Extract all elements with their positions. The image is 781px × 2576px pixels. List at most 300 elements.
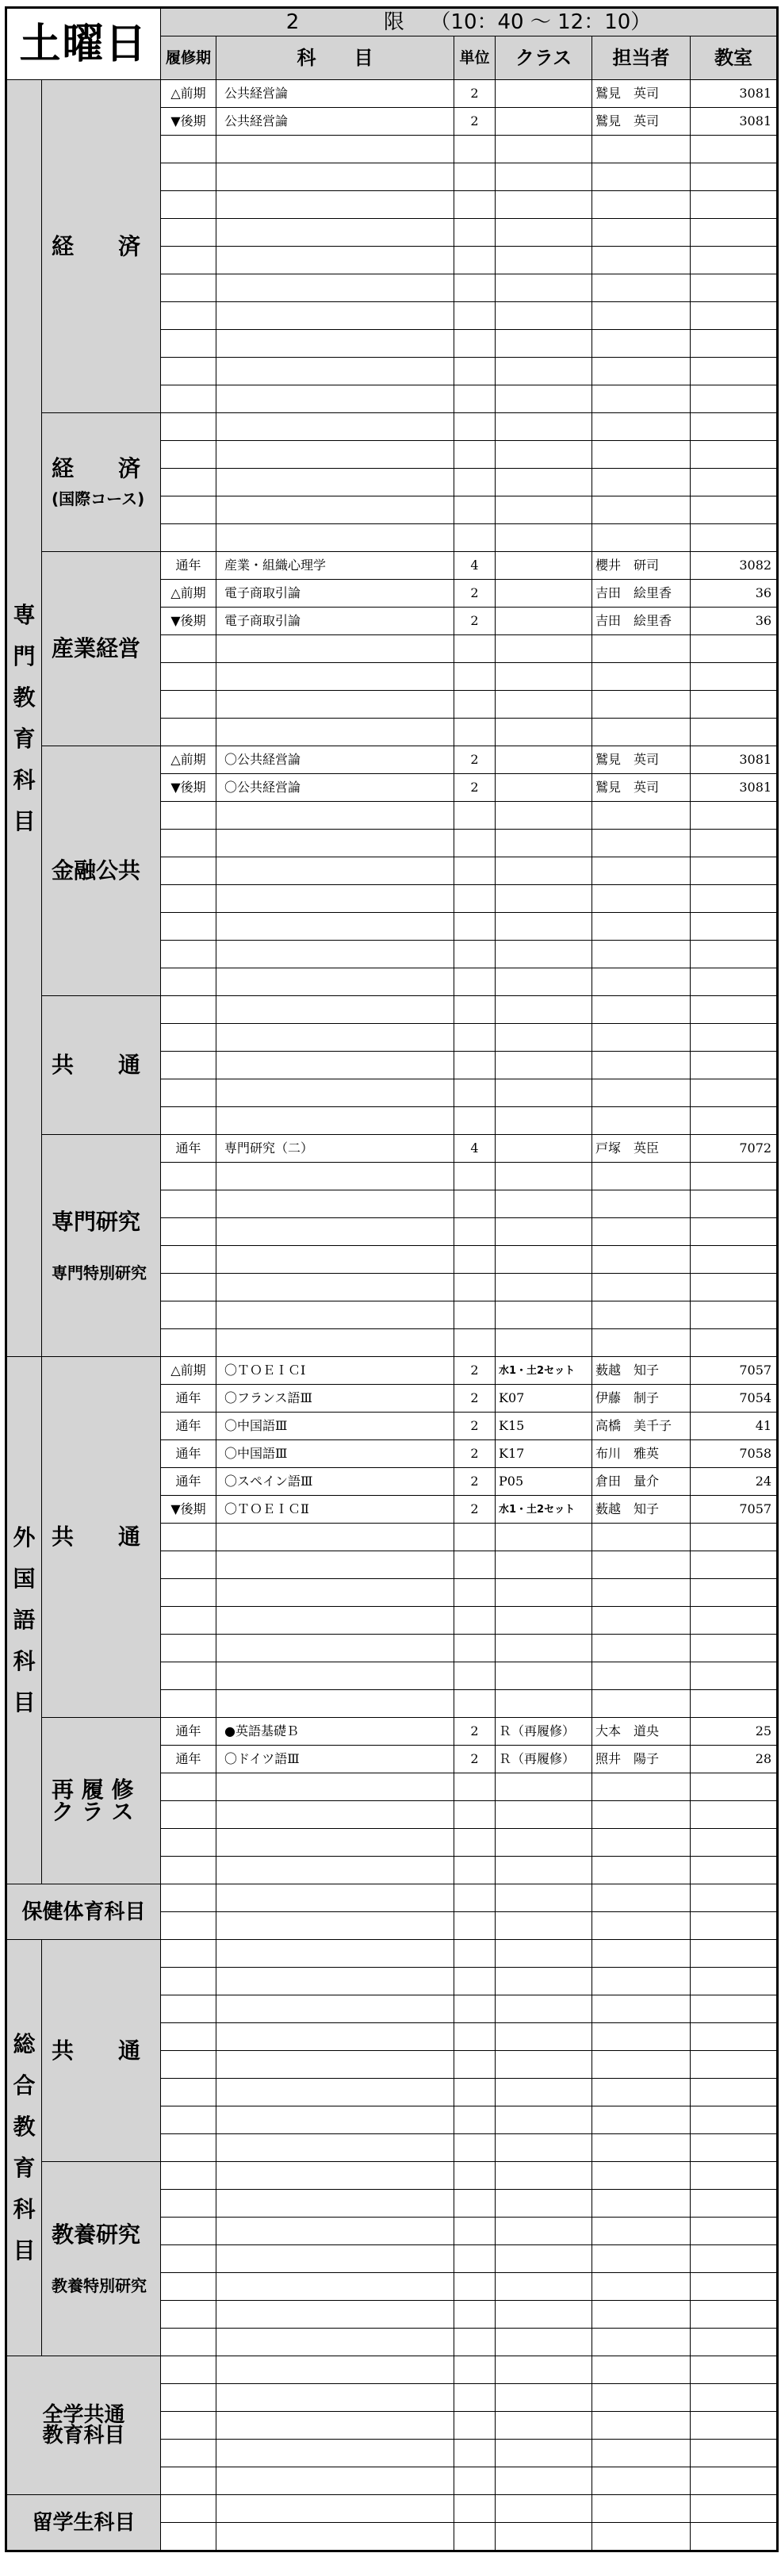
- subject-cell: [216, 1163, 454, 1190]
- teacher-cell: [592, 1190, 691, 1218]
- teacher-cell: 布川 雅英: [592, 1440, 691, 1468]
- teacher-cell: [592, 968, 691, 996]
- group-char: 科: [13, 766, 36, 793]
- unit-cell: 2: [454, 1468, 496, 1496]
- term-cell: [161, 1857, 216, 1884]
- term-cell: [161, 2218, 216, 2245]
- col-subject: 科 目: [216, 36, 454, 80]
- subject-cell: [216, 2079, 454, 2106]
- teacher-cell: [592, 524, 691, 552]
- subject-cell: [216, 1773, 454, 1801]
- class-cell: [496, 1551, 592, 1579]
- term-cell: [161, 1579, 216, 1607]
- term-cell: [161, 719, 216, 746]
- unit-cell: [454, 941, 496, 968]
- col-unit: 単位: [454, 36, 496, 80]
- class-cell: [496, 2495, 592, 2523]
- term-cell: △前期: [161, 1357, 216, 1385]
- teacher-cell: [592, 1773, 691, 1801]
- teacher-cell: [592, 1884, 691, 1912]
- room-cell: [691, 2329, 778, 2356]
- term-cell: [161, 1968, 216, 1995]
- term-cell: [161, 385, 216, 413]
- room-cell: [691, 1218, 778, 1246]
- group-char: 専: [13, 601, 36, 628]
- class-cell: [496, 2079, 592, 2106]
- class-cell: [496, 941, 592, 968]
- unit-cell: [454, 2412, 496, 2440]
- category-label: [42, 996, 161, 1135]
- term-cell: ▼後期: [161, 774, 216, 802]
- term-cell: [161, 1662, 216, 1690]
- room-cell: 25: [691, 1718, 778, 1746]
- term-cell: [161, 2162, 216, 2190]
- room-cell: [691, 1301, 778, 1329]
- term-cell: [161, 2523, 216, 2551]
- subject-cell: 電子商取引論: [216, 608, 454, 635]
- teacher-cell: [592, 2329, 691, 2356]
- unit-cell: [454, 830, 496, 857]
- subject-cell: [216, 2523, 454, 2551]
- room-cell: 7057: [691, 1496, 778, 1524]
- unit-cell: [454, 524, 496, 552]
- class-cell: [496, 219, 592, 247]
- class-cell: 水1・土2セット: [496, 1357, 592, 1385]
- unit-cell: [454, 1995, 496, 2023]
- class-cell: [496, 1246, 592, 1274]
- term-cell: [161, 330, 216, 358]
- room-cell: 3082: [691, 552, 778, 580]
- unit-cell: 4: [454, 552, 496, 580]
- subject-cell: [216, 2440, 454, 2467]
- room-cell: [691, 691, 778, 719]
- group-char: 門: [13, 642, 36, 669]
- group-char: 目: [13, 2237, 36, 2264]
- table-row: [6, 1357, 778, 1385]
- room-cell: 7058: [691, 1440, 778, 1468]
- room-cell: [691, 663, 778, 691]
- term-cell: [161, 2023, 216, 2051]
- teacher-cell: [592, 2079, 691, 2106]
- term-cell: [161, 1940, 216, 1968]
- subject-cell: [216, 2356, 454, 2384]
- unit-cell: [454, 2329, 496, 2356]
- teacher-cell: [592, 1690, 691, 1718]
- subject-cell: [216, 2106, 454, 2134]
- unit-cell: 4: [454, 1135, 496, 1163]
- day-title: 土曜日: [6, 8, 161, 80]
- unit-cell: [454, 2106, 496, 2134]
- table-row: [6, 1718, 778, 1746]
- class-cell: [496, 358, 592, 385]
- subject-cell: 電子商取引論: [216, 580, 454, 608]
- subject-cell: [216, 802, 454, 830]
- col-teacher: 担当者: [592, 36, 691, 80]
- unit-cell: [454, 1052, 496, 1079]
- unit-cell: [454, 968, 496, 996]
- teacher-cell: [592, 1246, 691, 1274]
- unit-cell: [454, 1607, 496, 1635]
- unit-cell: [454, 2384, 496, 2412]
- room-cell: [691, 2162, 778, 2190]
- unit-cell: [454, 1884, 496, 1912]
- category-name: 経 済: [52, 232, 141, 259]
- subject-cell: [216, 1690, 454, 1718]
- teacher-cell: [592, 1218, 691, 1246]
- category-label: [42, 2162, 161, 2356]
- unit-cell: [454, 1940, 496, 1968]
- unit-cell: [454, 996, 496, 1024]
- room-cell: 3081: [691, 774, 778, 802]
- subject-cell: [216, 1940, 454, 1968]
- term-cell: [161, 1801, 216, 1829]
- term-cell: [161, 2384, 216, 2412]
- teacher-cell: [592, 857, 691, 885]
- teacher-cell: [592, 663, 691, 691]
- category-name: 金融公共: [52, 857, 141, 884]
- room-cell: [691, 1246, 778, 1274]
- category-name: 共 通: [52, 1524, 141, 1550]
- teacher-cell: [592, 469, 691, 496]
- unit-cell: [454, 191, 496, 219]
- class-cell: [496, 913, 592, 941]
- room-cell: [691, 524, 778, 552]
- subject-cell: [216, 1635, 454, 1662]
- unit-cell: 2: [454, 1496, 496, 1524]
- teacher-cell: [592, 496, 691, 524]
- subject-cell: [216, 1829, 454, 1857]
- unit-cell: 2: [454, 746, 496, 774]
- teacher-cell: [592, 1635, 691, 1662]
- class-cell: [496, 247, 592, 274]
- unit-cell: [454, 2523, 496, 2551]
- term-cell: [161, 1829, 216, 1857]
- class-cell: [496, 441, 592, 469]
- subject-cell: [216, 524, 454, 552]
- subject-cell: [216, 1246, 454, 1274]
- subject-cell: [216, 219, 454, 247]
- term-cell: ▼後期: [161, 108, 216, 136]
- room-cell: 28: [691, 1746, 778, 1773]
- term-cell: [161, 1107, 216, 1135]
- teacher-cell: [592, 830, 691, 857]
- room-cell: [691, 1079, 778, 1107]
- teacher-cell: [592, 1274, 691, 1301]
- room-cell: [691, 1190, 778, 1218]
- class-cell: [496, 1524, 592, 1551]
- class-cell: [496, 1329, 592, 1357]
- term-cell: [161, 2440, 216, 2467]
- class-cell: [496, 1662, 592, 1690]
- term-cell: [161, 163, 216, 191]
- unit-cell: [454, 857, 496, 885]
- category-name: 再 履 修 ク ラ ス: [52, 1776, 134, 1825]
- term-cell: [161, 857, 216, 885]
- term-cell: [161, 1635, 216, 1662]
- subject-cell: [216, 274, 454, 302]
- teacher-cell: [592, 2162, 691, 2190]
- teacher-cell: 吉田 絵里香: [592, 580, 691, 608]
- class-cell: [496, 885, 592, 913]
- class-cell: [496, 330, 592, 358]
- term-cell: [161, 1607, 216, 1635]
- room-cell: [691, 2495, 778, 2523]
- col-room: 教室: [691, 36, 778, 80]
- term-cell: [161, 413, 216, 441]
- class-cell: [496, 746, 592, 774]
- subject-cell: [216, 1052, 454, 1079]
- teacher-cell: [592, 358, 691, 385]
- category-name: 経 済: [52, 455, 141, 481]
- room-cell: [691, 1995, 778, 2023]
- subject-cell: [216, 330, 454, 358]
- term-cell: [161, 219, 216, 247]
- category-sub: (国際コース): [52, 489, 145, 508]
- class-cell: [496, 2190, 592, 2218]
- unit-cell: [454, 469, 496, 496]
- room-cell: [691, 358, 778, 385]
- room-cell: [691, 1024, 778, 1052]
- subject-cell: [216, 2245, 454, 2273]
- unit-cell: 2: [454, 1718, 496, 1746]
- subject-cell: [216, 663, 454, 691]
- unit-cell: [454, 2495, 496, 2523]
- group-char: 育: [13, 2155, 36, 2181]
- unit-cell: [454, 1801, 496, 1829]
- teacher-cell: [592, 2245, 691, 2273]
- class-cell: [496, 1218, 592, 1246]
- category-label: [42, 552, 161, 746]
- class-cell: [496, 552, 592, 580]
- class-cell: Ｒ（再履修）: [496, 1746, 592, 1773]
- subject-cell: 〇中国語Ⅲ: [216, 1413, 454, 1440]
- subject-cell: [216, 1190, 454, 1218]
- term-cell: [161, 1052, 216, 1079]
- unit-cell: [454, 2356, 496, 2384]
- term-cell: [161, 635, 216, 663]
- subject-cell: [216, 385, 454, 413]
- teacher-cell: [592, 913, 691, 941]
- teacher-cell: 鷲見 英司: [592, 80, 691, 108]
- teacher-cell: [592, 1607, 691, 1635]
- room-cell: [691, 857, 778, 885]
- subject-cell: [216, 691, 454, 719]
- group-char: 科: [13, 1648, 36, 1674]
- room-cell: 7054: [691, 1385, 778, 1413]
- room-cell: [691, 191, 778, 219]
- class-cell: [496, 635, 592, 663]
- term-cell: [161, 2412, 216, 2440]
- teacher-cell: [592, 1912, 691, 1940]
- subject-cell: [216, 1579, 454, 1607]
- teacher-cell: [592, 2051, 691, 2079]
- class-cell: [496, 1301, 592, 1329]
- room-cell: 36: [691, 608, 778, 635]
- room-cell: [691, 330, 778, 358]
- class-cell: [496, 413, 592, 441]
- unit-cell: [454, 413, 496, 441]
- teacher-cell: [592, 1801, 691, 1829]
- subject-cell: [216, 1274, 454, 1301]
- unit-cell: [454, 1968, 496, 1995]
- teacher-cell: 高橋 美千子: [592, 1413, 691, 1440]
- class-cell: [496, 1274, 592, 1301]
- term-cell: [161, 1218, 216, 1246]
- subject-cell: 〇中国語Ⅲ: [216, 1440, 454, 1468]
- room-cell: [691, 219, 778, 247]
- subject-cell: 専門研究（二）: [216, 1135, 454, 1163]
- room-cell: [691, 2134, 778, 2162]
- room-cell: [691, 413, 778, 441]
- term-cell: [161, 1079, 216, 1107]
- category-label: [42, 80, 161, 413]
- class-cell: [496, 996, 592, 1024]
- term-cell: △前期: [161, 580, 216, 608]
- room-cell: [691, 2079, 778, 2106]
- room-cell: [691, 1829, 778, 1857]
- term-cell: [161, 2245, 216, 2273]
- category-name: 専門研究: [52, 1208, 141, 1235]
- teacher-cell: [592, 2190, 691, 2218]
- class-cell: [496, 1884, 592, 1912]
- room-cell: [691, 2190, 778, 2218]
- table-row: [6, 80, 778, 108]
- term-cell: [161, 2495, 216, 2523]
- room-cell: [691, 830, 778, 857]
- subject-cell: [216, 635, 454, 663]
- term-cell: [161, 302, 216, 330]
- unit-cell: [454, 163, 496, 191]
- teacher-cell: 吉田 絵里香: [592, 608, 691, 635]
- subject-cell: 〇公共経営論: [216, 774, 454, 802]
- term-cell: [161, 2106, 216, 2134]
- subject-cell: [216, 469, 454, 496]
- period-time: （10：40 ～ 12：10）: [430, 10, 652, 34]
- class-cell: [496, 108, 592, 136]
- room-cell: [691, 163, 778, 191]
- class-cell: [496, 1995, 592, 2023]
- term-cell: [161, 274, 216, 302]
- class-cell: [496, 136, 592, 163]
- unit-cell: [454, 330, 496, 358]
- unit-cell: [454, 2218, 496, 2245]
- term-cell: [161, 968, 216, 996]
- unit-cell: [454, 1024, 496, 1052]
- class-cell: [496, 2523, 592, 2551]
- class-cell: [496, 1829, 592, 1857]
- subject-cell: [216, 830, 454, 857]
- subject-cell: ●英語基礎Ｂ: [216, 1718, 454, 1746]
- room-cell: [691, 885, 778, 913]
- term-cell: [161, 885, 216, 913]
- room-cell: [691, 385, 778, 413]
- room-cell: 24: [691, 1468, 778, 1496]
- unit-cell: [454, 247, 496, 274]
- category-name: 産業経営: [52, 635, 141, 661]
- category-label: [42, 746, 161, 996]
- teacher-cell: [592, 719, 691, 746]
- room-cell: [691, 2356, 778, 2384]
- unit-cell: [454, 1829, 496, 1857]
- room-cell: [691, 136, 778, 163]
- room-cell: [691, 274, 778, 302]
- subject-cell: [216, 2384, 454, 2412]
- teacher-cell: [592, 1551, 691, 1579]
- term-cell: [161, 247, 216, 274]
- subject-cell: [216, 1884, 454, 1912]
- term-cell: [161, 524, 216, 552]
- room-cell: [691, 635, 778, 663]
- term-cell: [161, 441, 216, 469]
- unit-cell: 2: [454, 774, 496, 802]
- class-cell: [496, 1052, 592, 1079]
- class-cell: [496, 1024, 592, 1052]
- subject-cell: [216, 1218, 454, 1246]
- subject-cell: [216, 2134, 454, 2162]
- subject-cell: [216, 247, 454, 274]
- subject-cell: [216, 1912, 454, 1940]
- unit-cell: 2: [454, 108, 496, 136]
- class-cell: [496, 802, 592, 830]
- subject-cell: [216, 1329, 454, 1357]
- unit-cell: [454, 2440, 496, 2467]
- teacher-cell: [592, 441, 691, 469]
- term-cell: [161, 2273, 216, 2301]
- table-row: [6, 2495, 778, 2523]
- teacher-cell: 薮越 知子: [592, 1496, 691, 1524]
- room-cell: [691, 1607, 778, 1635]
- class-cell: [496, 1801, 592, 1829]
- section-heading: [6, 1884, 161, 1940]
- category-label: [42, 1135, 161, 1357]
- room-cell: 7057: [691, 1357, 778, 1385]
- unit-cell: [454, 1107, 496, 1135]
- class-cell: [496, 524, 592, 552]
- unit-cell: [454, 1773, 496, 1801]
- teacher-cell: 伊藤 制子: [592, 1385, 691, 1413]
- unit-cell: 2: [454, 608, 496, 635]
- unit-cell: [454, 1857, 496, 1884]
- term-cell: △前期: [161, 746, 216, 774]
- term-cell: △前期: [161, 80, 216, 108]
- subject-cell: [216, 968, 454, 996]
- section-heading-text: 保健体育科目: [21, 1899, 146, 1924]
- teacher-cell: [592, 2412, 691, 2440]
- class-cell: [496, 1912, 592, 1940]
- group-char: 合: [13, 2072, 36, 2099]
- teacher-cell: [592, 2218, 691, 2245]
- room-cell: [691, 996, 778, 1024]
- class-cell: [496, 2440, 592, 2467]
- room-cell: 3081: [691, 108, 778, 136]
- subject-cell: [216, 358, 454, 385]
- unit-cell: [454, 2023, 496, 2051]
- class-cell: [496, 1190, 592, 1218]
- term-cell: [161, 830, 216, 857]
- room-cell: [691, 1857, 778, 1884]
- teacher-cell: [592, 385, 691, 413]
- class-cell: [496, 2051, 592, 2079]
- teacher-cell: [592, 1052, 691, 1079]
- category-name: 共 通: [52, 1052, 141, 1078]
- unit-cell: [454, 1190, 496, 1218]
- table-row: [6, 1884, 778, 1912]
- room-cell: [691, 2051, 778, 2079]
- subject-cell: [216, 441, 454, 469]
- teacher-cell: 鷲見 英司: [592, 108, 691, 136]
- term-cell: [161, 1551, 216, 1579]
- section-heading: [6, 2356, 161, 2495]
